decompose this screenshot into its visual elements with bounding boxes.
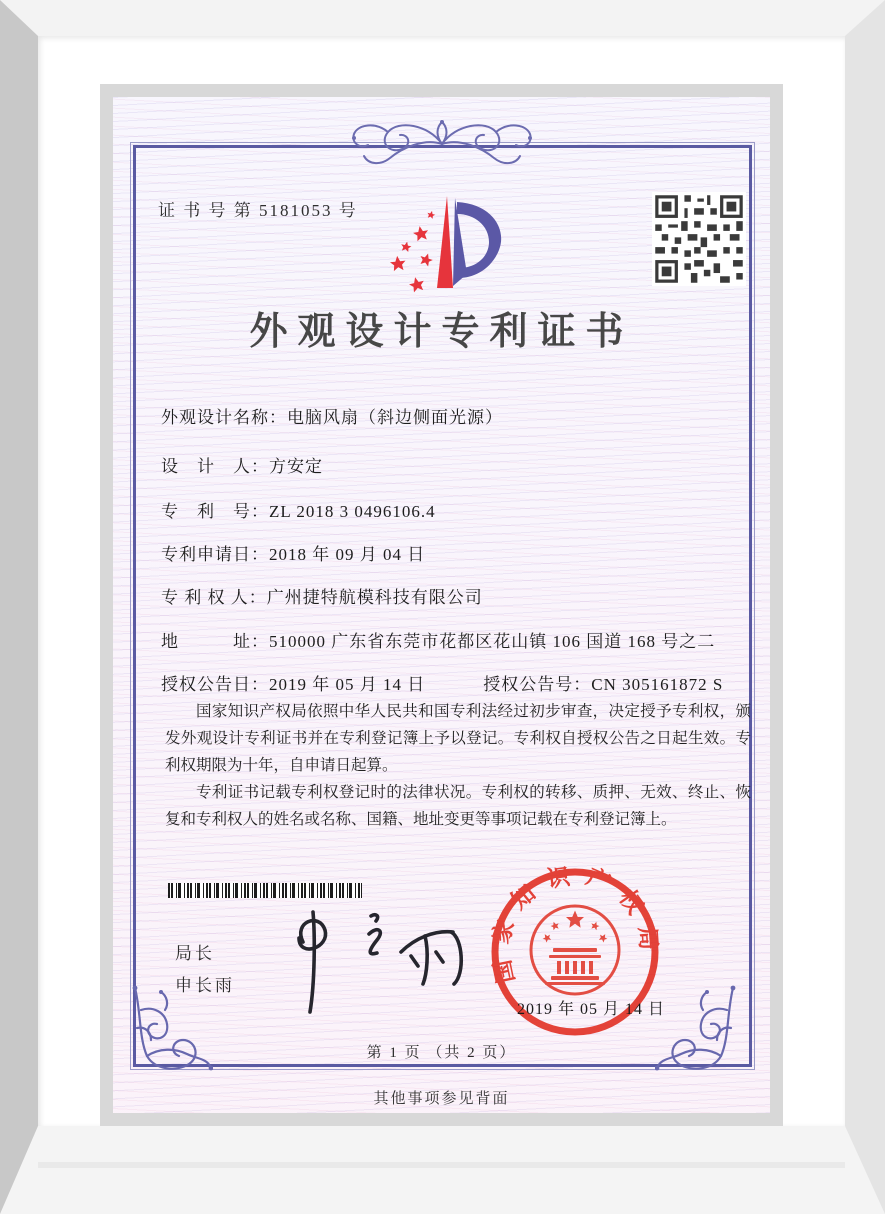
field-value: 方安定 — [269, 457, 323, 476]
field-label: 专 利 号： — [161, 502, 269, 521]
officer-block — [175, 938, 235, 1002]
field-value: ZL 2018 3 0496106.4 — [269, 502, 436, 521]
field-label: 专 利 权 人： — [161, 588, 267, 607]
field-design-name — [161, 403, 503, 428]
field-label: 专利申请日： — [161, 545, 269, 564]
officer-title: 局长 — [175, 944, 215, 963]
certificate-paper — [113, 97, 770, 1113]
legal-paragraph: 专利证书记载专利权登记时的法律状况。专利权的转移、质押、无效、终止、恢复和专利权人的姓名或名称、国籍、地址变更等事项记载在专利登记簿上。 — [165, 784, 751, 828]
frame-sill — [38, 1162, 845, 1168]
legal-paragraph: 国家知识产权局依照中华人民共和国专利法经过初步审查，决定授予专利权，颁发外观设计专利证书并在专利登记簿上予以登记。专利权自授权公告之日起生效。专利权期限为十年，自申请日起算。 — [165, 703, 751, 774]
qr-code-icon — [652, 192, 746, 286]
grant-number-label: 授权公告号： — [483, 675, 592, 694]
field-address — [161, 627, 715, 652]
seal-date: 2019 年 05 月 14 日 — [517, 1001, 666, 1018]
cnipa-logo-icon — [385, 190, 509, 300]
field-label: 设 计 人： — [161, 457, 269, 476]
grant-date-label: 授权公告日： — [161, 675, 269, 694]
certificate-title: 外观设计专利证书 — [249, 311, 634, 353]
field-patent-number — [161, 497, 436, 522]
field-filing-date — [161, 540, 425, 565]
field-value: 510000 广东省东莞市花都区花山镇 106 国道 168 号之二 — [269, 632, 716, 651]
field-grant-row — [161, 670, 723, 695]
signature-icon — [273, 890, 488, 1020]
officer-name: 申长雨 — [175, 976, 235, 995]
field-label: 外观设计名称： — [161, 408, 287, 427]
page-number: 第 1 页 （共 2 页） — [366, 1045, 517, 1061]
flourish-ornament-icon — [332, 114, 552, 172]
field-label: 地 址： — [161, 632, 269, 651]
field-value: 广州捷特航模科技有限公司 — [266, 588, 483, 607]
back-note: 其他事项参见背面 — [373, 1091, 510, 1107]
field-value: 2018 年 09 月 04 日 — [269, 545, 426, 564]
grant-date-value: 2019 年 05 月 14 日 — [269, 675, 426, 694]
seal-text: 国家知识产权局 — [486, 862, 664, 986]
field-value: 电脑风扇（斜边侧面光源） — [287, 408, 503, 427]
legal-text — [165, 698, 751, 833]
grant-number-value: CN 305161872 S — [591, 675, 724, 694]
certificate-number: 证 书 号 第 5181053 号 — [158, 201, 358, 220]
field-designer — [161, 452, 323, 477]
field-patentee — [161, 583, 483, 608]
